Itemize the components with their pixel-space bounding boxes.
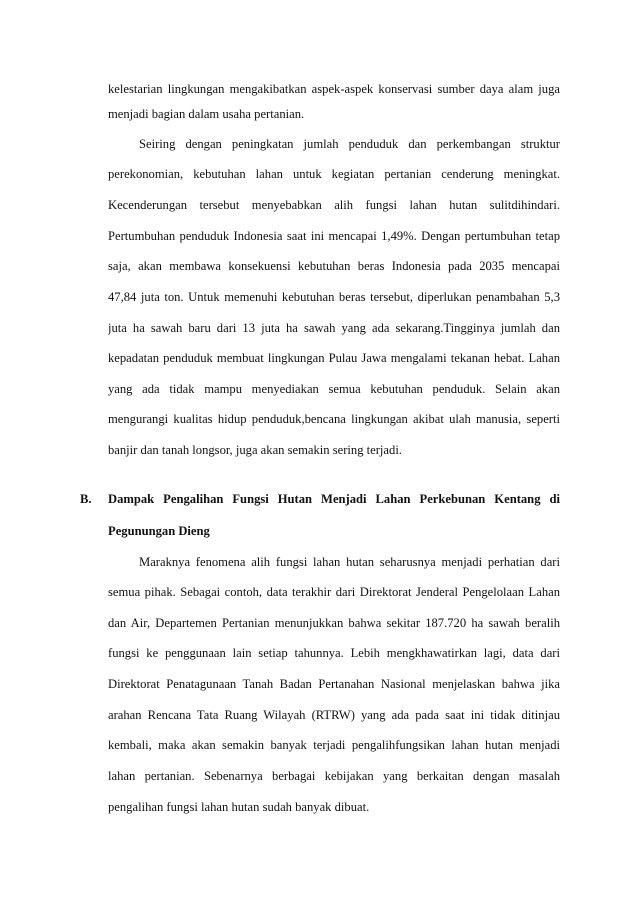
paragraph-3-line: pengalihan fungsi lahan hutan sudah banyak dibuat. [108,800,370,814]
paragraph-2-line: yang ada tidak mampu menyediakan semua kebutuhan penduduk. Selain akan [108,382,560,396]
paragraph-3-line: Direktorat Penatagunaan Tanah Badan Pertanahan Nasional menjelaskan bahwa jika [108,677,560,691]
paragraph-3-line: dan Air, Departemen Pertanian menunjukkan bahwa sekitar 187.720 ha sawah beralih [108,616,560,630]
paragraph-1-line: kelestarian lingkungan mengakibatkan aspek-aspek konservasi sumber daya alam juga [108,82,560,96]
paragraph-3-line: Maraknya fenomena alih fungsi lahan hutan seharusnya menjadi perhatian dari [139,555,560,569]
paragraph-2-line: Kecenderungan tersebut menyebabkan alih fungsi lahan hutan sulitdihindari. [108,198,560,212]
paragraph-3-line: lahan pertanian. Sebenarnya berbagai kebijakan yang berkaitan dengan masalah [108,769,560,783]
paragraph-2-line: Seiring dengan peningkatan jumlah penduduk dan perkembangan struktur [139,137,560,151]
paragraph-2-line: mengurangi kualitas hidup penduduk,bencana lingkungan akibat ulah manusia, seperti [108,412,560,426]
paragraph-3-line: arahan Rencana Tata Ruang Wilayah (RTRW) yang ada pada saat ini tidak ditinjau [108,708,560,722]
paragraph-3-line: fungsi ke penggunaan lain setiap tahunnya. Lebih mengkhawatirkan lagi, data dari [108,646,560,660]
paragraph-2-line: kepadatan penduduk membuat lingkungan Pulau Jawa mengalami tekanan hebat. Lahan [108,351,560,365]
paragraph-2-line: 47,84 juta ton. Untuk memenuhi kebutuhan beras tersebut, diperlukan penambahan 5,3 [108,290,560,304]
paragraph-3-line: semua pihak. Sebagai contoh, data terakhir dari Direktorat Jenderal Pengelolaan Lahan [108,585,560,599]
section-label: B. [80,492,92,506]
paragraph-2-line: saja, akan membawa konsekuensi kebutuhan beras Indonesia pada 2035 mencapai [108,259,560,273]
paragraph-2-line: Pertumbuhan penduduk Indonesia saat ini mencapai 1,49%. Dengan pertumbuhan tetap [108,229,560,243]
section-heading-line: Dampak Pengalihan Fungsi Hutan Menjadi Lahan Perkebunan Kentang di [108,492,560,506]
paragraph-3-line: kembali, maka akan semakin banyak terjadi pengalihfungsikan lahan hutan menjadi [108,738,560,752]
paragraph-2-line: banjir dan tanah longsor, juga akan semakin sering terjadi. [108,443,402,457]
section-heading-line: Pegunungan Dieng [108,524,210,538]
paragraph-1-line: menjadi bagian dalam usaha pertanian. [108,107,305,121]
paragraph-2-line: perekonomian, kebutuhan lahan untuk kegiatan pertanian cenderung meningkat. [108,167,560,181]
paragraph-2-line: juta ha sawah baru dari 13 juta ha sawah yang ada sekarang.Tingginya jumlah dan [108,321,560,335]
